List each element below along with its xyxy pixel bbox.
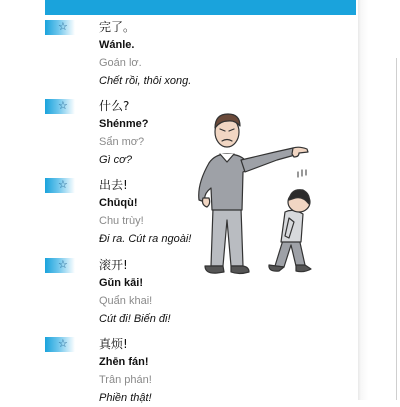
star-icon: ☆ <box>58 99 68 112</box>
pinyin-text: Gǔn kāi! <box>99 277 144 289</box>
pinyin-text: Chūqù! <box>99 197 138 209</box>
star-icon: ☆ <box>58 258 68 271</box>
hanzi-text: 出去! <box>99 178 128 192</box>
entry-marker <box>45 258 75 273</box>
vietnamese-phonetic: Quẩn khai! <box>99 295 153 307</box>
illustration-man-pointing-boy-leaving <box>195 108 330 278</box>
entry-marker <box>45 337 75 352</box>
vietnamese-phonetic: Chu trùy! <box>99 215 144 227</box>
vietnamese-meaning: Chết rồi, thôi xong. <box>99 75 192 87</box>
pinyin-text: Wánle. <box>99 39 135 51</box>
pinyin-text: Shénme? <box>99 118 149 130</box>
vietnamese-meaning: Gì cơ? <box>99 154 132 166</box>
hanzi-text: 完了。 <box>99 20 136 34</box>
vietnamese-phonetic: Trân phán! <box>99 374 152 386</box>
entry-marker <box>45 178 75 193</box>
page-edge <box>358 0 400 400</box>
boy-figure <box>269 170 311 272</box>
vietnamese-meaning: Phiền thật! <box>99 392 152 404</box>
hanzi-text: 滚开! <box>99 258 128 272</box>
vietnamese-meaning: Cút đi! Biến đi! <box>99 313 171 325</box>
vietnamese-meaning: Đi ra. Cút ra ngoài! <box>99 233 192 245</box>
vietnamese-phonetic: Sẩn mơ? <box>99 136 145 148</box>
star-icon: ☆ <box>58 20 68 33</box>
page-rule <box>396 58 397 400</box>
hanzi-text: 什么? <box>99 99 130 113</box>
star-icon: ☆ <box>58 337 68 350</box>
entry-marker <box>45 20 75 35</box>
star-icon: ☆ <box>58 178 68 191</box>
top-banner <box>45 0 356 15</box>
hanzi-text: 真烦! <box>99 337 128 351</box>
vietnamese-phonetic: Goán lơ. <box>99 57 142 69</box>
pinyin-text: Zhēn fán! <box>99 356 149 368</box>
entry-marker <box>45 99 75 114</box>
